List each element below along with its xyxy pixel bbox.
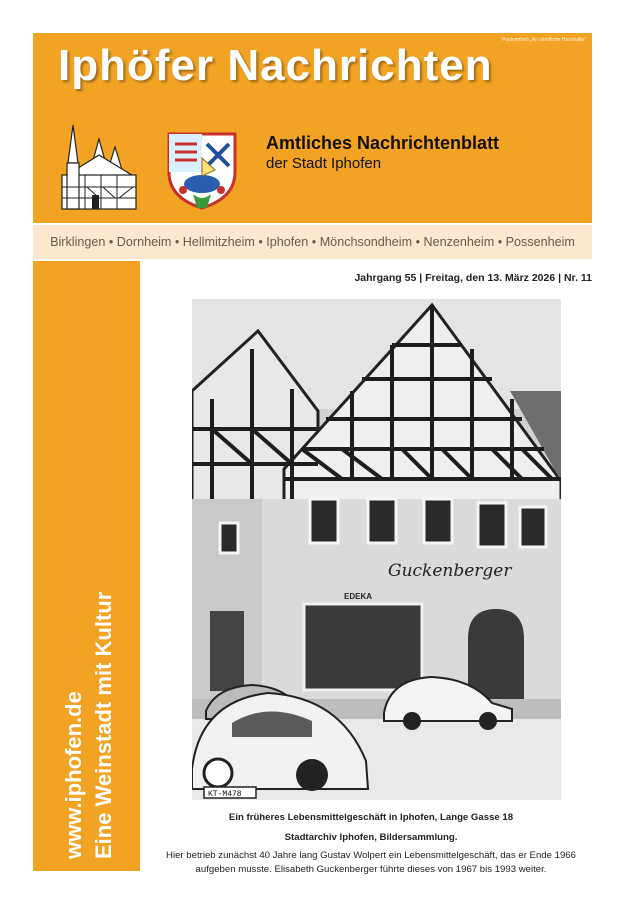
slogan: Eine Weinstadt mit Kultur (91, 591, 116, 859)
sidebar (33, 261, 140, 871)
shop-sign: Guckenberger (388, 561, 512, 581)
sidebar-text (59, 592, 119, 859)
caption-description: Hier betrieb zunächst 40 Jahre lang Gustav Wolpert ein Lebensmittelgeschäft, das er Ende 1966 aufgeben musste. Elisabeth Guckenberger führte dieses von 1967 bis 1993 weiter. (166, 850, 576, 875)
website-url: www.iphofen.de (61, 691, 86, 859)
coat-of-arms-icon (163, 128, 241, 212)
license-plate: KT-M478 (208, 790, 242, 799)
villages-list: Birklingen • Dornheim • Hellmitzheim • Iphofen • Mönchsondheim • Nenzenheim • Possenheim (50, 235, 575, 249)
cover-photo (192, 299, 561, 800)
church-silhouette-icon (59, 125, 139, 213)
store-label: EDEKA (344, 592, 373, 601)
subtitle-official-bulletin: Amtliches Nachrichtenblatt (266, 133, 500, 153)
villages-band (33, 225, 592, 259)
postal-note: Postvertrieb „An sämtliche Haushalte“ (502, 37, 586, 43)
masthead (33, 33, 592, 223)
newspaper-title: Iphöfer Nachrichten (58, 41, 493, 90)
subtitle-city: der Stadt Iphofen (266, 155, 382, 172)
issue-info: Jahrgang 55 | Freitag, den 13. März 2026 | Nr. 11 (354, 272, 592, 284)
caption-source: Stadtarchiv Iphofen, Bildersammlung. (284, 832, 458, 843)
caption-title: Ein früheres Lebensmittelgeschäft in Iphofen, Lange Gasse 18 (228, 812, 514, 823)
